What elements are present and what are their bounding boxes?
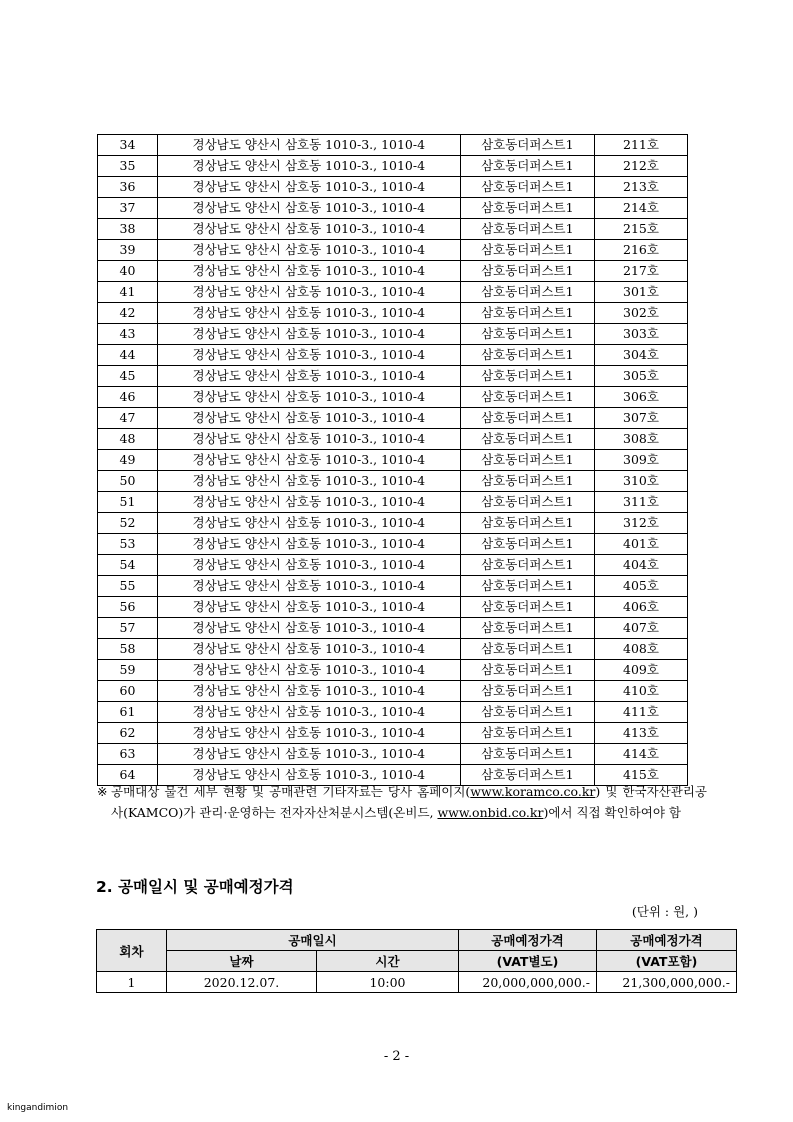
address-cell: 경상남도 양산시 삼호동 1010-3., 1010-4 (157, 660, 460, 681)
row-number-cell: 54 (98, 555, 158, 576)
table-row (98, 597, 688, 618)
building-cell: 삼호동더퍼스트1 (460, 471, 594, 492)
header-round: 회차 (97, 930, 167, 972)
address-cell: 경상남도 양산시 삼호동 1010-3., 1010-4 (157, 303, 460, 324)
table-row (98, 156, 688, 177)
address-cell: 경상남도 양산시 삼호동 1010-3., 1010-4 (157, 135, 460, 156)
unit-cell: 311호 (594, 492, 687, 513)
building-cell: 삼호동더퍼스트1 (460, 492, 594, 513)
building-cell: 삼호동더퍼스트1 (460, 261, 594, 282)
address-cell: 경상남도 양산시 삼호동 1010-3., 1010-4 (157, 177, 460, 198)
building-cell: 삼호동더퍼스트1 (460, 723, 594, 744)
table-row (98, 303, 688, 324)
building-cell: 삼호동더퍼스트1 (460, 744, 594, 765)
unit-cell: 214호 (594, 198, 687, 219)
address-cell: 경상남도 양산시 삼호동 1010-3., 1010-4 (157, 156, 460, 177)
table-row (98, 408, 688, 429)
schedule-table (96, 929, 737, 993)
address-cell: 경상남도 양산시 삼호동 1010-3., 1010-4 (157, 744, 460, 765)
table-row (98, 450, 688, 471)
table-row (98, 219, 688, 240)
unit-cell: 307호 (594, 408, 687, 429)
unit-cell: 404호 (594, 555, 687, 576)
page-number: - 2 - (383, 1049, 410, 1064)
row-number-cell: 58 (98, 639, 158, 660)
building-cell: 삼호동더퍼스트1 (460, 408, 594, 429)
row-number-cell: 49 (98, 450, 158, 471)
address-cell: 경상남도 양산시 삼호동 1010-3., 1010-4 (157, 513, 460, 534)
unit-cell: 306호 (594, 387, 687, 408)
row-number-cell: 36 (98, 177, 158, 198)
building-cell: 삼호동더퍼스트1 (460, 429, 594, 450)
row-number-cell: 55 (98, 576, 158, 597)
table-row (98, 555, 688, 576)
address-cell: 경상남도 양산시 삼호동 1010-3., 1010-4 (157, 702, 460, 723)
row-number-cell: 43 (98, 324, 158, 345)
time-cell: 10:00 (317, 972, 459, 993)
unit-cell: 415호 (594, 765, 687, 786)
unit-cell: 401호 (594, 534, 687, 555)
unit-cell: 213호 (594, 177, 687, 198)
unit-note: (단위 : 원, ) (631, 904, 698, 919)
header-date: 날짜 (167, 951, 317, 972)
address-cell: 경상남도 양산시 삼호동 1010-3., 1010-4 (157, 597, 460, 618)
table-row (98, 618, 688, 639)
unit-cell: 407호 (594, 618, 687, 639)
unit-cell: 303호 (594, 324, 687, 345)
notice-text (97, 781, 707, 823)
table-row (98, 534, 688, 555)
row-number-cell: 40 (98, 261, 158, 282)
address-cell: 경상남도 양산시 삼호동 1010-3., 1010-4 (157, 681, 460, 702)
table-row (98, 660, 688, 681)
table-row (98, 198, 688, 219)
unit-cell: 215호 (594, 219, 687, 240)
building-cell: 삼호동더퍼스트1 (460, 198, 594, 219)
section-title: 2. 공매일시 및 공매예정가격 (96, 878, 294, 896)
table-row (98, 240, 688, 261)
notice-text-part2: ) 및 한국자산관리공사(KAMCO)가 관리·운영하는 전자자산처분시스템(온비드, (111, 784, 707, 820)
address-cell: 경상남도 양산시 삼호동 1010-3., 1010-4 (157, 345, 460, 366)
building-cell: 삼호동더퍼스트1 (460, 156, 594, 177)
address-cell: 경상남도 양산시 삼호동 1010-3., 1010-4 (157, 723, 460, 744)
table-row (98, 723, 688, 744)
building-cell: 삼호동더퍼스트1 (460, 681, 594, 702)
address-cell: 경상남도 양산시 삼호동 1010-3., 1010-4 (157, 408, 460, 429)
unit-cell: 301호 (594, 282, 687, 303)
table-row (98, 471, 688, 492)
address-cell: 경상남도 양산시 삼호동 1010-3., 1010-4 (157, 765, 460, 786)
table-row (98, 177, 688, 198)
address-cell: 경상남도 양산시 삼호동 1010-3., 1010-4 (157, 534, 460, 555)
unit-cell: 414호 (594, 744, 687, 765)
property-table-body (98, 135, 688, 786)
address-cell: 경상남도 양산시 삼호동 1010-3., 1010-4 (157, 219, 460, 240)
row-number-cell: 41 (98, 282, 158, 303)
row-number-cell: 35 (98, 156, 158, 177)
row-number-cell: 42 (98, 303, 158, 324)
table-row (98, 366, 688, 387)
table-row (98, 492, 688, 513)
unit-cell: 310호 (594, 471, 687, 492)
unit-cell: 405호 (594, 576, 687, 597)
row-number-cell: 44 (98, 345, 158, 366)
unit-cell: 212호 (594, 156, 687, 177)
building-cell: 삼호동더퍼스트1 (460, 345, 594, 366)
row-number-cell: 59 (98, 660, 158, 681)
unit-cell: 217호 (594, 261, 687, 282)
price-ex-vat-cell: 20,000,000,000.- (459, 972, 597, 993)
row-number-cell: 38 (98, 219, 158, 240)
row-number-cell: 50 (98, 471, 158, 492)
row-number-cell: 56 (98, 597, 158, 618)
header-time: 시간 (317, 951, 459, 972)
building-cell: 삼호동더퍼스트1 (460, 177, 594, 198)
unit-cell: 413호 (594, 723, 687, 744)
building-cell: 삼호동더퍼스트1 (460, 240, 594, 261)
unit-cell: 309호 (594, 450, 687, 471)
table-row (98, 324, 688, 345)
table-row (98, 513, 688, 534)
building-cell: 삼호동더퍼스트1 (460, 639, 594, 660)
address-cell: 경상남도 양산시 삼호동 1010-3., 1010-4 (157, 429, 460, 450)
building-cell: 삼호동더퍼스트1 (460, 534, 594, 555)
unit-cell: 308호 (594, 429, 687, 450)
address-cell: 경상남도 양산시 삼호동 1010-3., 1010-4 (157, 324, 460, 345)
row-number-cell: 37 (98, 198, 158, 219)
table-row (98, 681, 688, 702)
header-datetime: 공매일시 (167, 930, 459, 951)
schedule-row (97, 972, 737, 993)
table-row (98, 639, 688, 660)
address-cell: 경상남도 양산시 삼호동 1010-3., 1010-4 (157, 471, 460, 492)
building-cell: 삼호동더퍼스트1 (460, 513, 594, 534)
building-cell: 삼호동더퍼스트1 (460, 303, 594, 324)
row-number-cell: 53 (98, 534, 158, 555)
row-number-cell: 47 (98, 408, 158, 429)
table-row (98, 744, 688, 765)
table-row (98, 282, 688, 303)
building-cell: 삼호동더퍼스트1 (460, 618, 594, 639)
header-price-inc-vat: 공매예정가격 (597, 930, 737, 951)
building-cell: 삼호동더퍼스트1 (460, 219, 594, 240)
header-price-inc-vat-sub: (VAT포함) (597, 951, 737, 972)
row-number-cell: 62 (98, 723, 158, 744)
address-cell: 경상남도 양산시 삼호동 1010-3., 1010-4 (157, 261, 460, 282)
unit-cell: 302호 (594, 303, 687, 324)
row-number-cell: 57 (98, 618, 158, 639)
round-cell: 1 (97, 972, 167, 993)
header-price-ex-vat-sub: (VAT별도) (459, 951, 597, 972)
notice-text-part1: 공매대상 물건 세부 현황 및 공매관련 기타자료는 당사 홈페이지( (111, 784, 471, 799)
unit-cell: 411호 (594, 702, 687, 723)
address-cell: 경상남도 양산시 삼호동 1010-3., 1010-4 (157, 555, 460, 576)
row-number-cell: 64 (98, 765, 158, 786)
address-cell: 경상남도 양산시 삼호동 1010-3., 1010-4 (157, 387, 460, 408)
table-row (98, 576, 688, 597)
building-cell: 삼호동더퍼스트1 (460, 450, 594, 471)
building-cell: 삼호동더퍼스트1 (460, 324, 594, 345)
row-number-cell: 61 (98, 702, 158, 723)
unit-cell: 304호 (594, 345, 687, 366)
unit-cell: 410호 (594, 681, 687, 702)
address-cell: 경상남도 양산시 삼호동 1010-3., 1010-4 (157, 450, 460, 471)
building-cell: 삼호동더퍼스트1 (460, 660, 594, 681)
notice-mark: ※ (97, 784, 108, 799)
table-row (98, 261, 688, 282)
address-cell: 경상남도 양산시 삼호동 1010-3., 1010-4 (157, 198, 460, 219)
address-cell: 경상남도 양산시 삼호동 1010-3., 1010-4 (157, 492, 460, 513)
koramco-link[interactable]: www.koramco.co.kr (470, 784, 596, 799)
row-number-cell: 34 (98, 135, 158, 156)
row-number-cell: 39 (98, 240, 158, 261)
row-number-cell: 52 (98, 513, 158, 534)
building-cell: 삼호동더퍼스트1 (460, 555, 594, 576)
building-cell: 삼호동더퍼스트1 (460, 576, 594, 597)
building-cell: 삼호동더퍼스트1 (460, 597, 594, 618)
building-cell: 삼호동더퍼스트1 (460, 702, 594, 723)
table-row (98, 135, 688, 156)
row-number-cell: 63 (98, 744, 158, 765)
table-row (98, 429, 688, 450)
address-cell: 경상남도 양산시 삼호동 1010-3., 1010-4 (157, 282, 460, 303)
row-number-cell: 48 (98, 429, 158, 450)
unit-cell: 216호 (594, 240, 687, 261)
date-cell: 2020.12.07. (167, 972, 317, 993)
watermark: kingandimion (7, 1103, 69, 1113)
table-row (98, 387, 688, 408)
address-cell: 경상남도 양산시 삼호동 1010-3., 1010-4 (157, 576, 460, 597)
notice-text-part3: )에서 직접 확인하여야 함 (543, 805, 682, 820)
row-number-cell: 51 (98, 492, 158, 513)
row-number-cell: 45 (98, 366, 158, 387)
unit-cell: 312호 (594, 513, 687, 534)
onbid-link[interactable]: www.onbid.co.kr (437, 805, 544, 820)
unit-cell: 408호 (594, 639, 687, 660)
building-cell: 삼호동더퍼스트1 (460, 366, 594, 387)
table-row (98, 702, 688, 723)
address-cell: 경상남도 양산시 삼호동 1010-3., 1010-4 (157, 366, 460, 387)
header-price-ex-vat: 공매예정가격 (459, 930, 597, 951)
unit-cell: 305호 (594, 366, 687, 387)
address-cell: 경상남도 양산시 삼호동 1010-3., 1010-4 (157, 639, 460, 660)
address-cell: 경상남도 양산시 삼호동 1010-3., 1010-4 (157, 618, 460, 639)
building-cell: 삼호동더퍼스트1 (460, 282, 594, 303)
price-inc-vat-cell: 21,300,000,000.- (597, 972, 737, 993)
building-cell: 삼호동더퍼스트1 (460, 387, 594, 408)
unit-cell: 211호 (594, 135, 687, 156)
row-number-cell: 46 (98, 387, 158, 408)
building-cell: 삼호동더퍼스트1 (460, 765, 594, 786)
unit-cell: 406호 (594, 597, 687, 618)
table-row (98, 345, 688, 366)
property-table (97, 134, 688, 786)
address-cell: 경상남도 양산시 삼호동 1010-3., 1010-4 (157, 240, 460, 261)
unit-cell: 409호 (594, 660, 687, 681)
row-number-cell: 60 (98, 681, 158, 702)
building-cell: 삼호동더퍼스트1 (460, 135, 594, 156)
